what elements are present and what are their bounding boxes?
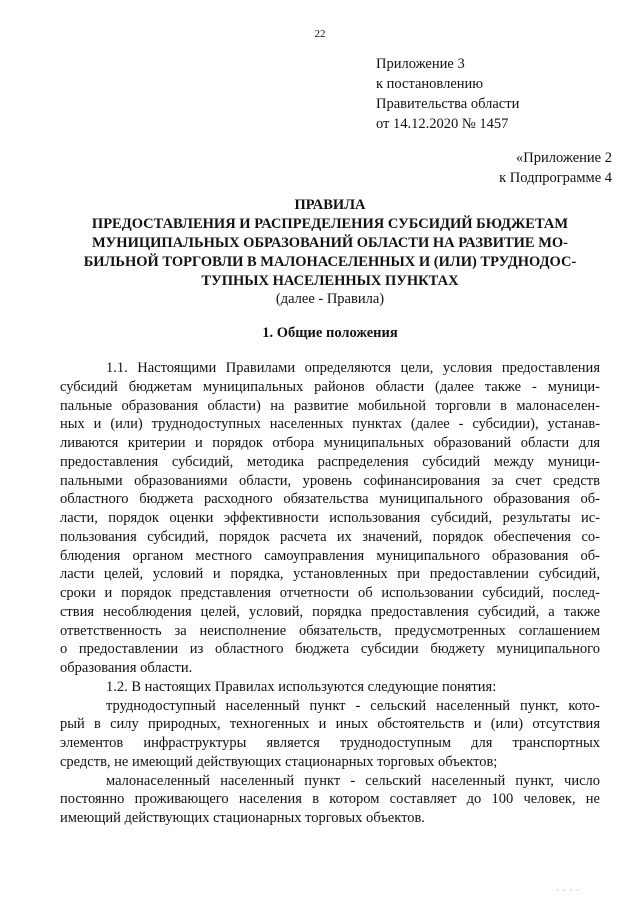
text-line: ных и (или) труднодоступных населенных пунктах (далее - субсидии), устанав-	[60, 416, 600, 433]
subappendix-line: «Приложение 2	[516, 150, 612, 166]
text-line: ливаются критерии и порядок отбора муниципальных образований области для	[60, 435, 600, 451]
subappendix-line: к Подпрограмме 4	[499, 170, 612, 186]
title-line: МУНИЦИПАЛЬНЫХ ОБРАЗОВАНИЙ ОБЛАСТИ НА РАЗВИТИЕ МО-	[91, 235, 569, 251]
section-heading: 1. Общие положения	[262, 325, 398, 341]
subappendix-reference	[499, 148, 612, 188]
text-line: постоянно проживающего населения в котором составляет до 100 человек, не	[60, 791, 600, 808]
title-line: ТУПНЫХ НАСЕЛЕННЫХ ПУНКТАХ	[201, 273, 459, 289]
definition-sparsely-populated	[60, 772, 600, 828]
text-line: ласти, порядок оценки эффективности использования субсидий, результаты ис-	[60, 510, 600, 526]
text-line: пользования субсидий, порядок расчета их значений, порядок обеспечения со-	[60, 528, 600, 545]
text-line: 1.1. Настоящими Правилами определяются цели, условия предоставления	[106, 360, 600, 376]
text-line: предоставления субсидий, методика распределения субсидий между муници-	[60, 453, 600, 470]
paragraph-1-2	[60, 678, 600, 697]
text-line: имеющий действующих стационарных торговых объектов.	[60, 810, 425, 826]
scan-mark: · · · ·	[556, 886, 580, 895]
text-line: пальные образования области) на развитие мобильной торговли в малонаселен-	[60, 397, 600, 414]
text-line: рый в силу природных, техногенных и иных обстоятельств и (или) отсутствия	[60, 716, 600, 733]
appendix-line: Приложение 3	[376, 56, 465, 72]
appendix-line: Правительства области	[376, 96, 520, 112]
document-title	[60, 196, 600, 291]
definition-hard-to-reach	[60, 697, 600, 772]
text-line: блюдения органом местного самоуправления муниципального образования об-	[60, 547, 600, 564]
text-line: элементов инфраструктуры является труднодоступным для транспортных	[60, 735, 600, 751]
body-text	[60, 359, 600, 828]
appendix-line: к постановлению	[376, 76, 484, 92]
text-line: образования области.	[60, 660, 193, 676]
text-line: ствия несоблюдения целей, условий, порядка предоставления субсидий, а также	[60, 603, 600, 620]
text-line: 1.2. В настоящих Правилах используются следующие понятия:	[106, 678, 497, 695]
text-line: о предоставлении из областного бюджета субсидии бюджету муниципального	[60, 641, 600, 658]
text-line: труднодоступный населенный пункт - сельский населенный пункт, кото-	[106, 697, 600, 714]
text-line: субсидий бюджетам муниципальных районов области (далее также - муници-	[60, 378, 600, 395]
paragraph-1-1	[60, 359, 600, 678]
appendix-reference	[376, 54, 626, 134]
text-line: малонаселенный населенный пункт - сельский населенный пункт, число	[106, 772, 600, 789]
title-note: (далее - Правила)	[275, 291, 385, 307]
title-line: ПРАВИЛА	[294, 197, 366, 213]
text-line: областного бюджета расходного обязательства муниципального образования об-	[60, 491, 600, 508]
text-line: ответственность за неисполнение обязательств, предусмотренных соглашением	[60, 622, 600, 639]
appendix-line: от 14.12.2020 № 1457	[376, 116, 509, 132]
title-line: ПРЕДОСТАВЛЕНИЯ И РАСПРЕДЕЛЕНИЯ СУБСИДИЙ БЮДЖЕТАМ	[91, 216, 569, 232]
text-line: сроки и порядок представления отчетности об использовании субсидий, послед-	[60, 585, 600, 601]
text-line: средств, не имеющий действующих стационарных торговых объектов;	[60, 753, 498, 770]
title-line: БИЛЬНОЙ ТОРГОВЛИ В МАЛОНАСЕЛЕННЫХ И (ИЛИ) ТРУДНОДОС-	[83, 254, 577, 270]
text-line: ласти целей, условий и порядка, установленных при предоставлении субсидий,	[60, 566, 600, 583]
text-line: пальными образованиями области, уровень софинансирования за счет средств	[60, 472, 600, 489]
page-number: 22	[314, 28, 326, 40]
